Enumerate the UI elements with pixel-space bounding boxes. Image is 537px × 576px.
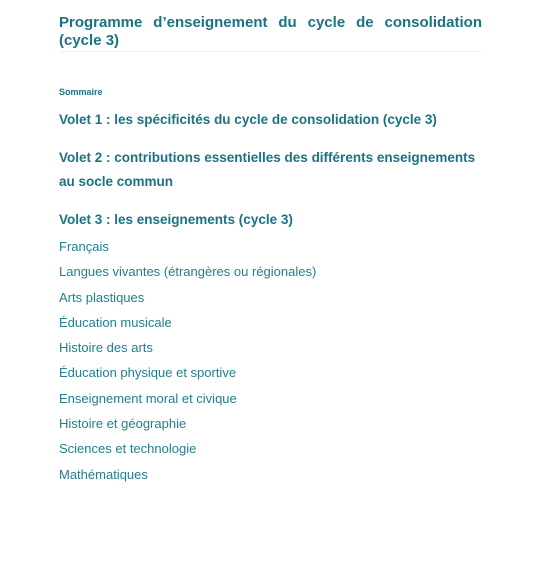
- toc-volet-2[interactable]: Volet 2 : contributions essentielles des différents enseignements au socle commun: [59, 150, 476, 189]
- toc-volet-3[interactable]: Volet 3 : les enseignements (cycle 3): [59, 212, 293, 227]
- toc-volet-1[interactable]: Volet 1 : les spécificités du cycle de consolidation (cycle 3): [59, 112, 437, 127]
- toc-subject-langues-vivantes[interactable]: Langues vivantes (étrangères ou régionales): [59, 264, 317, 280]
- toc-subject-francais[interactable]: Français: [59, 239, 109, 254]
- toc-subject-mathematiques[interactable]: Mathématiques: [59, 466, 148, 482]
- toc-subject-eps[interactable]: Éducation physique et sportive: [59, 365, 237, 381]
- toc-subject-histoire-des-arts[interactable]: Histoire des arts: [59, 340, 153, 356]
- page-title: Programme d’enseignement du cycle de consolidation (cycle 3): [59, 14, 482, 49]
- toc-subject-list: [59, 236, 316, 489]
- title-divider: [59, 51, 482, 52]
- toc-subject-histoire-geographie[interactable]: Histoire et géographie: [59, 416, 187, 432]
- toc-subject-sciences-technologie[interactable]: Sciences et technologie: [59, 441, 197, 457]
- sommaire-heading: Sommaire: [59, 87, 103, 97]
- toc-subject-emc[interactable]: Enseignement moral et civique: [59, 390, 237, 406]
- toc-subject-education-musicale[interactable]: Éducation musicale: [59, 314, 172, 330]
- toc-subject-arts-plastiques[interactable]: Arts plastiques: [59, 289, 145, 305]
